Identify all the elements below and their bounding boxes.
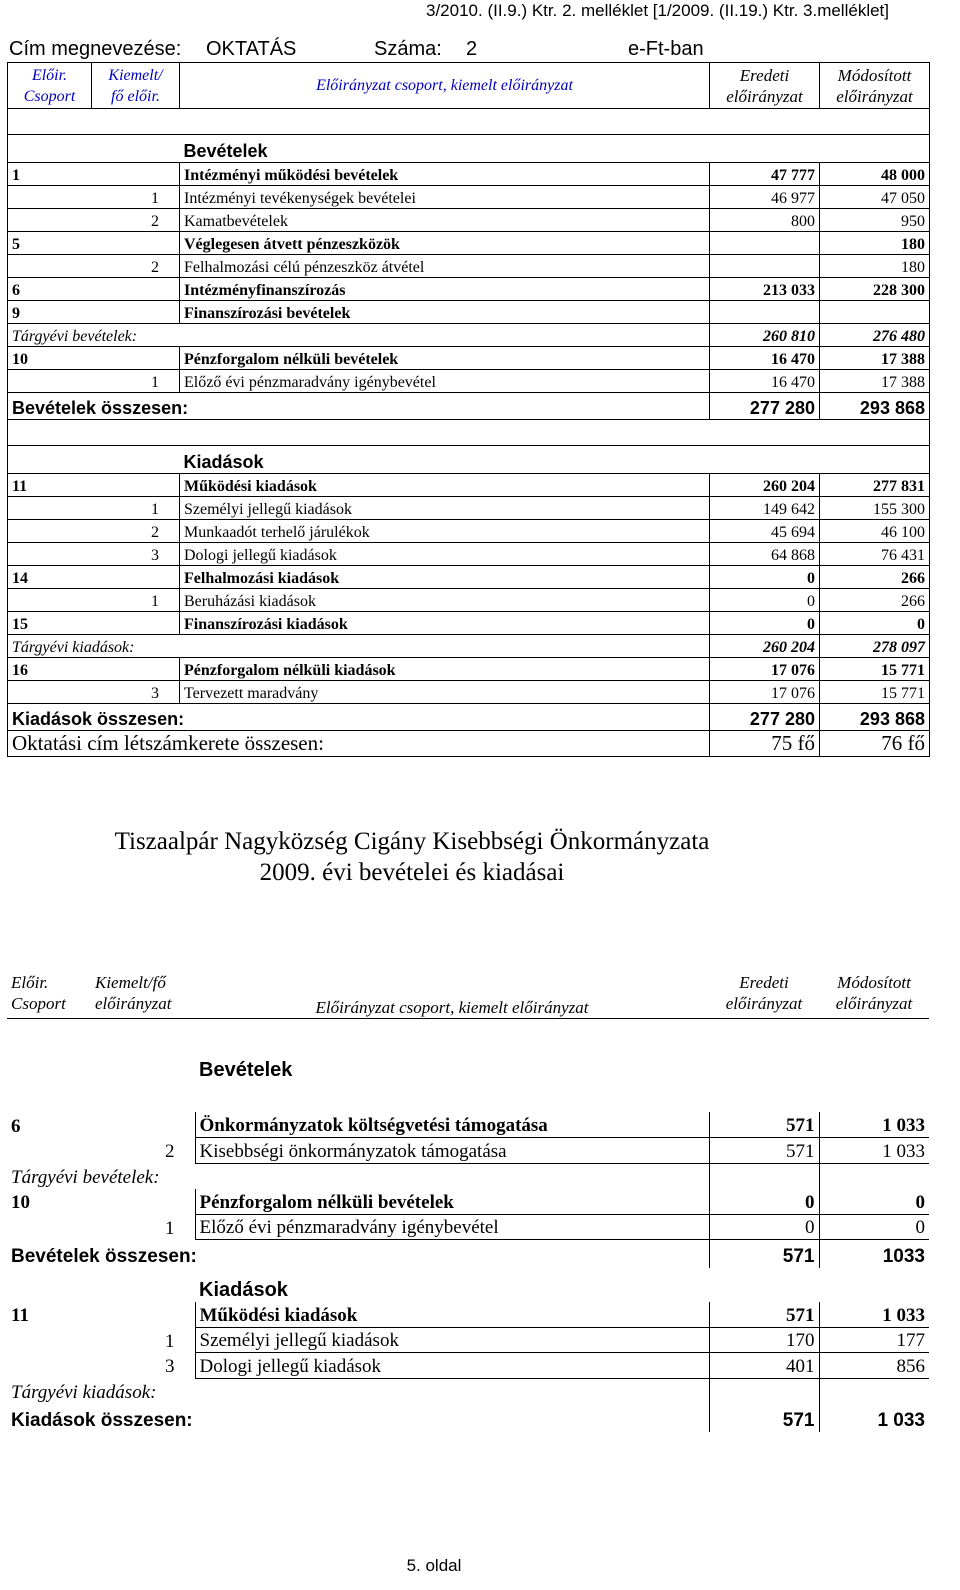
- original-value: 0: [710, 589, 820, 612]
- group-row: [8, 347, 930, 370]
- group-row: [7, 1189, 929, 1215]
- blank-row: [8, 109, 930, 135]
- original-value: 170: [709, 1327, 819, 1353]
- subtotal-label: Tárgyévi kiadások:: [11, 1381, 157, 1403]
- empty-cell: [92, 446, 180, 474]
- item-row: [7, 1214, 929, 1240]
- original-value: 260 204: [710, 474, 820, 497]
- group-code: [7, 1353, 91, 1379]
- group-code: 10: [8, 347, 92, 370]
- modified-value: 46 100: [820, 520, 930, 543]
- subtotal-label: Tárgyévi kiadások:: [8, 635, 710, 658]
- modified-total: 1 033: [819, 1404, 929, 1432]
- cigany-kisebbsegi-budget-table: [7, 970, 929, 1432]
- item-code: 2: [92, 520, 180, 543]
- item-code: [92, 347, 180, 370]
- header-kiemelt: Kiemelt/ fő előir.: [92, 63, 180, 109]
- empty-cell: [7, 1268, 91, 1302]
- group-code: [8, 186, 92, 209]
- headcount-row: [8, 731, 930, 757]
- group-code: [8, 543, 92, 566]
- total-label: Kiadások összesen:: [8, 704, 710, 731]
- original-value: [709, 1163, 819, 1189]
- group-row: [8, 278, 930, 301]
- item-row: [8, 209, 930, 232]
- item-code: 2: [92, 209, 180, 232]
- group-label: Finanszírozási bevételek: [180, 301, 710, 324]
- header-kiemelt: Kiemelt/fő előirányzat: [91, 970, 195, 1018]
- szama-label: Száma:: [374, 38, 442, 60]
- group-row: [8, 163, 930, 186]
- empty-cell: [91, 1268, 195, 1302]
- group-label: Működési kiadások: [180, 474, 710, 497]
- header-modositott: Módosított előirányzat: [819, 970, 929, 1018]
- original-value: 571: [709, 1138, 819, 1164]
- original-value: 0: [709, 1189, 819, 1215]
- subtotal-row: [7, 1378, 929, 1404]
- section-row: [7, 1048, 929, 1082]
- modified-value: 1 033: [819, 1302, 929, 1328]
- original-value: 47 777: [710, 163, 820, 186]
- group-code: 6: [11, 1115, 21, 1137]
- item-label: Dologi jellegű kiadások: [195, 1353, 709, 1379]
- original-value: 0: [709, 1214, 819, 1240]
- group-label: Intézményi működési bevételek: [180, 163, 710, 186]
- subtotal-row: [8, 635, 930, 658]
- original-value: 800: [710, 209, 820, 232]
- group-label: Pénzforgalom nélküli bevételek: [180, 347, 710, 370]
- empty-cell: [91, 1048, 195, 1082]
- original-value: 16 470: [710, 347, 820, 370]
- modified-value: 1 033: [819, 1138, 929, 1164]
- item-code: 1: [165, 1330, 175, 1352]
- group-row: [8, 566, 930, 589]
- modified-value: 15 771: [820, 681, 930, 704]
- section-heading: Bevételek: [199, 1059, 293, 1081]
- blank-cell: [8, 109, 930, 135]
- header-modositott: Módosított előirányzat: [820, 63, 930, 109]
- modified-value: 0: [819, 1214, 929, 1240]
- section-heading: Kiadások: [199, 1278, 288, 1301]
- page-number: 5. oldal: [406, 1556, 462, 1575]
- item-row: [8, 370, 930, 393]
- original-value: 571: [709, 1302, 819, 1328]
- header-eredeti: Eredeti előirányzat: [709, 970, 819, 1018]
- item-code: 3: [92, 543, 180, 566]
- modified-value: 276 480: [820, 324, 930, 347]
- item-label: Beruházási kiadások: [180, 589, 710, 612]
- item-code: [91, 1189, 195, 1215]
- item-label: Tervezett maradvány: [180, 681, 710, 704]
- modified-value: 1 033: [819, 1112, 929, 1138]
- group-label: Intézményfinanszírozás: [180, 278, 710, 301]
- group-label: Véglegesen átvett pénzeszközök: [180, 232, 710, 255]
- cim-value: OKTATÁS: [206, 38, 297, 60]
- modified-value: 76 431: [820, 543, 930, 566]
- group-code: [7, 1214, 91, 1240]
- modified-value: 180: [820, 255, 930, 278]
- original-value: [710, 232, 820, 255]
- item-code: [92, 301, 180, 324]
- item-label: Személyi jellegű kiadások: [180, 497, 710, 520]
- original-value: 17 076: [710, 658, 820, 681]
- item-code: [92, 474, 180, 497]
- group-code: 1: [8, 163, 92, 186]
- total-row: [7, 1404, 929, 1432]
- original-value: [710, 255, 820, 278]
- group-label: Önkormányzatok költségvetési támogatása: [195, 1112, 709, 1138]
- total-label: Bevételek összesen:: [11, 1245, 197, 1267]
- item-row: [7, 1353, 929, 1379]
- blank-cell: [8, 420, 930, 446]
- group-code: 16: [8, 658, 92, 681]
- item-label: Személyi jellegű kiadások: [195, 1327, 709, 1353]
- original-value: [709, 1378, 819, 1404]
- modified-total: 293 868: [820, 704, 930, 731]
- modified-value: 155 300: [820, 497, 930, 520]
- modified-value: 228 300: [820, 278, 930, 301]
- item-row: [8, 589, 930, 612]
- original-value: 213 033: [710, 278, 820, 301]
- original-value: 401: [709, 1353, 819, 1379]
- item-row: [8, 255, 930, 278]
- original-value: 571: [709, 1112, 819, 1138]
- modified-value: 266: [820, 589, 930, 612]
- item-code: [92, 658, 180, 681]
- group-code: 6: [8, 278, 92, 301]
- item-code: 1: [92, 497, 180, 520]
- original-value: 16 470: [710, 370, 820, 393]
- item-label: Kamatbevételek: [180, 209, 710, 232]
- item-label: Felhalmozási célú pénzeszköz átvétel: [180, 255, 710, 278]
- document-title: [0, 826, 824, 888]
- modified-value: 856: [819, 1353, 929, 1379]
- group-code: [8, 520, 92, 543]
- item-row: [8, 681, 930, 704]
- original-total: 571: [709, 1240, 819, 1268]
- group-code: 9: [8, 301, 92, 324]
- modified-value: [820, 301, 930, 324]
- cim-label: Cím megnevezése:: [9, 38, 182, 60]
- item-row: [8, 186, 930, 209]
- item-row: [7, 1327, 929, 1353]
- total-row: [8, 704, 930, 731]
- item-code: 1: [165, 1217, 175, 1239]
- original-value: [710, 301, 820, 324]
- group-code: [8, 209, 92, 232]
- unit-label: e-Ft-ban: [628, 38, 704, 60]
- modified-value: 278 097: [820, 635, 930, 658]
- group-code: 10: [11, 1192, 30, 1213]
- item-code: 1: [92, 370, 180, 393]
- group-row: [8, 301, 930, 324]
- item-row: [8, 497, 930, 520]
- original-value: 17 076: [710, 681, 820, 704]
- modified-value: 266: [820, 566, 930, 589]
- group-row: [7, 1302, 929, 1328]
- modified-value: 47 050: [820, 186, 930, 209]
- oktatas-budget-table: [7, 62, 930, 757]
- group-code: [8, 681, 92, 704]
- item-label: Intézményi tevékenységek bevételei: [180, 186, 710, 209]
- item-label: Előző évi pénzmaradvány igénybevétel: [180, 370, 710, 393]
- group-row: [8, 232, 930, 255]
- item-code: [92, 163, 180, 186]
- group-code: [7, 1327, 91, 1353]
- header-description: Előirányzat csoport, kiemelt előirányzat: [195, 970, 709, 1018]
- original-total: 277 280: [710, 393, 820, 420]
- total-row: [8, 393, 930, 420]
- section-row: [8, 135, 930, 163]
- original-value: 0: [710, 566, 820, 589]
- header-eredeti: Eredeti előirányzat: [710, 63, 820, 109]
- group-label: Működési kiadások: [195, 1302, 709, 1328]
- original-total: 277 280: [710, 704, 820, 731]
- group-code: [8, 497, 92, 520]
- total-label: Bevételek összesen:: [8, 393, 710, 420]
- empty-cell: [7, 1048, 91, 1082]
- original-value: 64 868: [710, 543, 820, 566]
- total-row: [7, 1240, 929, 1268]
- subtotal-row: [8, 324, 930, 347]
- modified-value: 177: [819, 1327, 929, 1353]
- blank-cell: [7, 1082, 929, 1112]
- group-code: 11: [8, 474, 92, 497]
- item-label: Munkaadót terhelő járulékok: [180, 520, 710, 543]
- section-heading: Kiadások: [180, 446, 930, 474]
- modified-value: 17 388: [820, 370, 930, 393]
- modified-value: 15 771: [820, 658, 930, 681]
- group-row: [8, 658, 930, 681]
- modified-value: 0: [819, 1189, 929, 1215]
- header-description: Előirányzat csoport, kiemelt előirányzat: [180, 63, 710, 109]
- group-row: [8, 612, 930, 635]
- item-row: [8, 520, 930, 543]
- item-code: 3: [165, 1356, 175, 1377]
- modified-value: 0: [820, 612, 930, 635]
- modified-value: [819, 1378, 929, 1404]
- item-row: [8, 543, 930, 566]
- subtotal-label: Tárgyévi bevételek:: [11, 1166, 160, 1188]
- blank-row: [8, 420, 930, 446]
- original-value: 149 642: [710, 497, 820, 520]
- group-code: 11: [11, 1305, 29, 1326]
- modified-value: [819, 1163, 929, 1189]
- item-code: [92, 612, 180, 635]
- empty-cell: [8, 446, 92, 474]
- original-total: 571: [709, 1404, 819, 1432]
- total-label: Kiadások összesen:: [11, 1409, 193, 1431]
- modified-value: 17 388: [820, 347, 930, 370]
- group-label: Pénzforgalom nélküli kiadások: [180, 658, 710, 681]
- item-row: [7, 1138, 929, 1164]
- subtotal-row: [7, 1163, 929, 1189]
- original-value: 0: [710, 612, 820, 635]
- item-code: [91, 1302, 195, 1328]
- item-label: Előző évi pénzmaradvány igénybevétel: [195, 1214, 709, 1240]
- item-code: [91, 1112, 195, 1138]
- item-code: [92, 566, 180, 589]
- section-row: [7, 1268, 929, 1302]
- original-value: 260 204: [710, 635, 820, 658]
- title-line-1: Tiszaalpár Nagyközség Cigány Kisebbségi Önkormányzata: [114, 828, 710, 855]
- modified-value: 48 000: [820, 163, 930, 186]
- group-label: Finanszírozási kiadások: [180, 612, 710, 635]
- item-code: 2: [92, 255, 180, 278]
- original-value: 260 810: [710, 324, 820, 347]
- original-value: 45 694: [710, 520, 820, 543]
- item-code: 3: [92, 681, 180, 704]
- group-label: Pénzforgalom nélküli bevételek: [195, 1189, 709, 1215]
- szama-value: 2: [466, 38, 478, 60]
- item-code: 1: [92, 589, 180, 612]
- title-line-2: 2009. évi bevételei és kiadásai: [259, 859, 565, 886]
- blank-row: [7, 1018, 929, 1048]
- page-reference: 3/2010. (II.9.) Ktr. 2. melléklet [1/2009. (II.19.) Ktr. 3.melléklet]: [426, 1, 889, 20]
- group-label: Felhalmozási kiadások: [180, 566, 710, 589]
- modified-value: 950: [820, 209, 930, 232]
- modified-total: 293 868: [820, 393, 930, 420]
- group-code: 5: [8, 232, 92, 255]
- item-label: Kisebbségi önkormányzatok támogatása: [195, 1138, 709, 1164]
- empty-cell: [92, 135, 180, 163]
- group-row: [7, 1112, 929, 1138]
- modified-value: 277 831: [820, 474, 930, 497]
- original-headcount: 75 fő: [710, 731, 820, 757]
- modified-total: 1033: [819, 1240, 929, 1268]
- blank-cell: [7, 1018, 929, 1048]
- item-code: [92, 278, 180, 301]
- group-code: [8, 370, 92, 393]
- modified-headcount: 76 fő: [820, 731, 930, 757]
- header-csoport: Előir. Csoport: [8, 63, 92, 109]
- section-row: [8, 446, 930, 474]
- item-code: 1: [92, 186, 180, 209]
- item-code: 2: [165, 1141, 175, 1162]
- item-label: Dologi jellegű kiadások: [180, 543, 710, 566]
- headcount-label: Oktatási cím létszámkerete összesen:: [8, 731, 710, 757]
- section-heading: Bevételek: [180, 135, 930, 163]
- group-code: [7, 1138, 91, 1164]
- group-code: 15: [8, 612, 92, 635]
- subtotal-label: Tárgyévi bevételek:: [8, 324, 710, 347]
- item-code: [92, 232, 180, 255]
- group-code: 14: [8, 566, 92, 589]
- group-row: [8, 474, 930, 497]
- original-value: 46 977: [710, 186, 820, 209]
- blank-row: [7, 1082, 929, 1112]
- group-code: [8, 255, 92, 278]
- group-code: [8, 589, 92, 612]
- modified-value: 180: [820, 232, 930, 255]
- header-csoport: Előir. Csoport: [7, 970, 91, 1018]
- empty-cell: [8, 135, 92, 163]
